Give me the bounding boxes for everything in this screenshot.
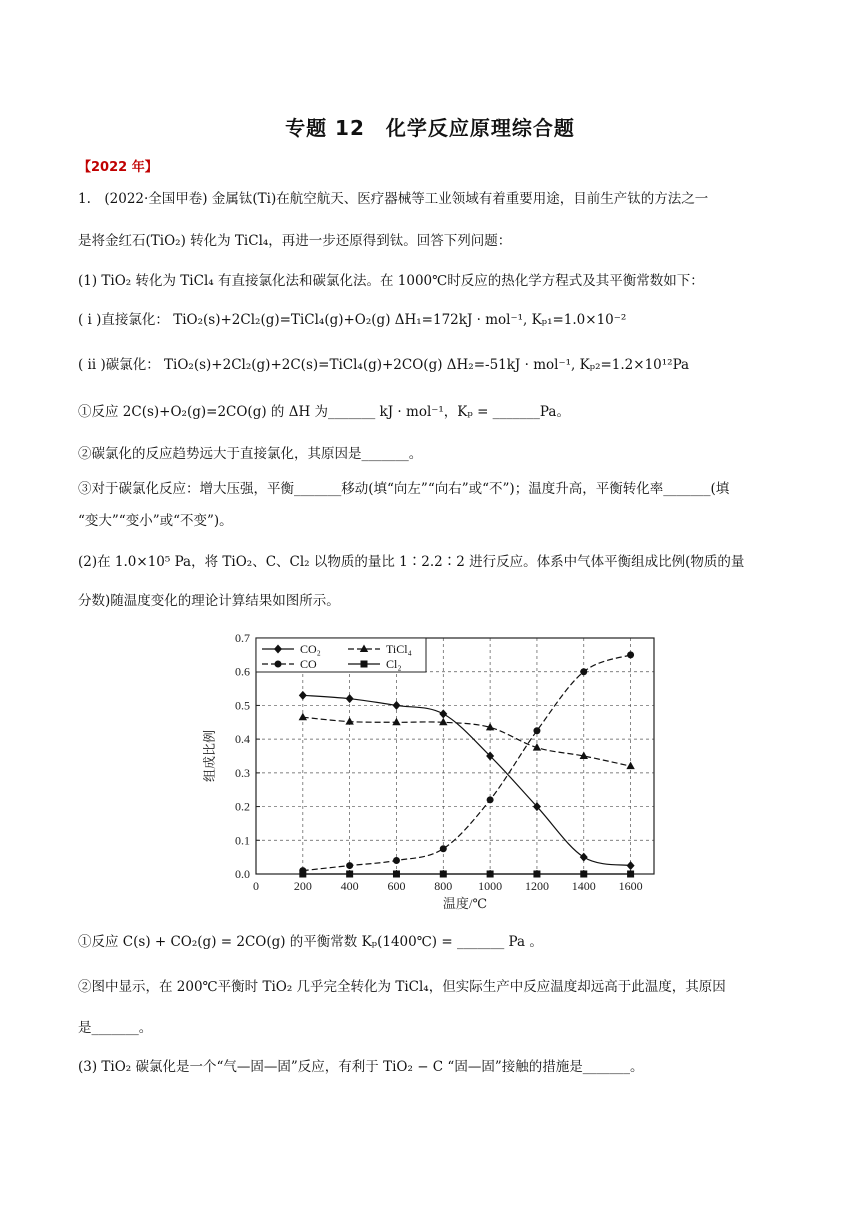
part-1-intro: (1) TiO₂ 转化为 TiCl₄ 有直接氯化法和碳氯化法。在 1000℃时反应的热化学方程式及其平衡常数如下：	[78, 273, 704, 289]
equation-ii: ( ⅱ )碳氯化： TiO₂(s)+2Cl₂(g)+2C(s)=TiCl₄(g)+2CO(g) ΔH₂=-51kJ · mol⁻¹, Kₚ₂=1.2×10¹²Pa	[78, 357, 690, 373]
data-point	[627, 861, 635, 870]
data-point	[361, 661, 368, 668]
part-2-line-1: (2)在 1.0×10⁵ Pa，将 TiO₂、C、Cl₂ 以物质的量比 1∶2.2∶2 进行反应。体系中气体平衡组成比例(物质的量	[78, 554, 745, 570]
data-point	[392, 718, 400, 726]
x-tick-label: 1000	[478, 879, 503, 893]
page-title: 专题 12 化学反应原理综合题	[285, 116, 575, 140]
data-point	[439, 718, 447, 726]
x-tick-label: 600	[387, 879, 406, 893]
data-point	[299, 871, 306, 878]
x-tick-label: 1200	[524, 879, 549, 893]
y-axis-label: 组成比例	[202, 729, 217, 783]
chart-series	[299, 651, 635, 877]
data-point	[627, 871, 634, 878]
legend-label: CO	[300, 657, 317, 671]
data-point	[440, 871, 447, 878]
y-tick-label: 0.7	[235, 631, 250, 645]
data-point	[392, 701, 400, 710]
x-tick-label: 200	[293, 879, 312, 893]
y-tick-label: 0.5	[235, 698, 250, 713]
series-Cl₂	[299, 871, 634, 878]
x-tick-label: 1600	[618, 879, 643, 893]
chart-legend	[256, 638, 426, 672]
data-point	[439, 709, 447, 718]
y-tick-label: 0.2	[235, 799, 250, 814]
series-CO	[299, 651, 634, 874]
x-tick-label: 1400	[571, 879, 596, 893]
data-point	[627, 651, 634, 658]
x-tick-label: 800	[434, 879, 453, 893]
data-point	[487, 796, 494, 803]
data-point	[393, 871, 400, 878]
data-point	[345, 717, 353, 725]
data-point	[626, 762, 634, 770]
data-point	[346, 871, 353, 878]
x-tick-label: 0	[253, 879, 259, 893]
data-point	[393, 857, 400, 864]
legend-label: TiCl₄	[386, 642, 412, 656]
data-point	[580, 853, 588, 862]
data-point	[533, 871, 540, 878]
y-tick-label: 0.1	[235, 833, 250, 848]
data-point	[533, 727, 540, 734]
data-point	[440, 845, 447, 852]
question-1-line-2: 是将金红石(TiO₂) 转化为 TiCl₄，再进一步还原得到钛。回答下列问题：	[78, 233, 512, 249]
year-tag: 【2022 年】	[78, 160, 158, 175]
y-tick-label: 0.0	[235, 867, 250, 881]
part-2-line-2: 分数)随温度变化的理论计算结果如图所示。	[78, 593, 340, 609]
question-1-line-1: 1. (2022·全国甲卷) 金属钛(Ti)在航空航天、医疗器械等工业领域有着重要用途，目前生产钛的方法之一	[78, 191, 709, 207]
part-3-question: (3) TiO₂ 碳氯化是一个“气—固—固”反应，有利于 TiO₂ − C “固—固”接触的措施是_______。	[78, 1059, 644, 1075]
sub-question-3-line-2: “变大”“变小”或“不变”)。	[78, 513, 233, 529]
data-point	[299, 713, 307, 721]
sub-question-3-line-1: ③对于碳氯化反应：增大压强，平衡_______移动(填“向左”“向右”或“不”)；温度升高，平衡转化率_______(填	[78, 481, 730, 497]
series-TiCl₄	[299, 713, 635, 769]
data-point	[487, 871, 494, 878]
sub-question-1: ①反应 2C(s)+O₂(g)=2CO(g) 的 ΔH 为_______ kJ · mol⁻¹，Kₚ = _______Pa。	[78, 404, 570, 420]
equation-i: ( ⅰ )直接氯化： TiO₂(s)+2Cl₂(g)=TiCl₄(g)+O₂(g) ΔH₁=172kJ · mol⁻¹, Kₚ₁=1.0×10⁻²	[78, 312, 627, 328]
plot-frame	[256, 638, 654, 874]
chart-grid	[256, 638, 654, 874]
data-point	[580, 668, 587, 675]
part-2-sub-question-2-line-1: ②图中显示，在 200℃平衡时 TiO₂ 几乎完全转化为 TiCl₄，但实际生产中反应温度却远高于此温度，其原因	[78, 979, 726, 995]
y-tick-label: 0.3	[235, 765, 250, 780]
data-point	[580, 871, 587, 878]
y-tick-label: 0.6	[235, 664, 250, 679]
series-line	[303, 655, 631, 871]
data-point	[275, 661, 282, 668]
data-point	[346, 694, 354, 703]
data-point	[346, 862, 353, 869]
y-tick-label: 0.4	[235, 732, 250, 747]
part-2-sub-question-1: ①反应 C(s) + CO₂(g) = 2CO(g) 的平衡常数 Kₚ(1400℃) = _______ Pa 。	[78, 934, 543, 950]
composition-chart	[196, 626, 666, 916]
legend-label: Cl₂	[386, 657, 402, 671]
sub-question-2: ②碳氯化的反应趋势远大于直接氯化，其原因是_______。	[78, 446, 423, 462]
part-2-sub-question-2-line-2: 是_______。	[78, 1020, 153, 1036]
series-CO₂	[299, 691, 635, 870]
data-point	[299, 691, 307, 700]
x-axis-label: 温度/℃	[442, 896, 488, 911]
x-tick-label: 400	[340, 879, 359, 893]
legend-label: CO₂	[300, 642, 321, 656]
